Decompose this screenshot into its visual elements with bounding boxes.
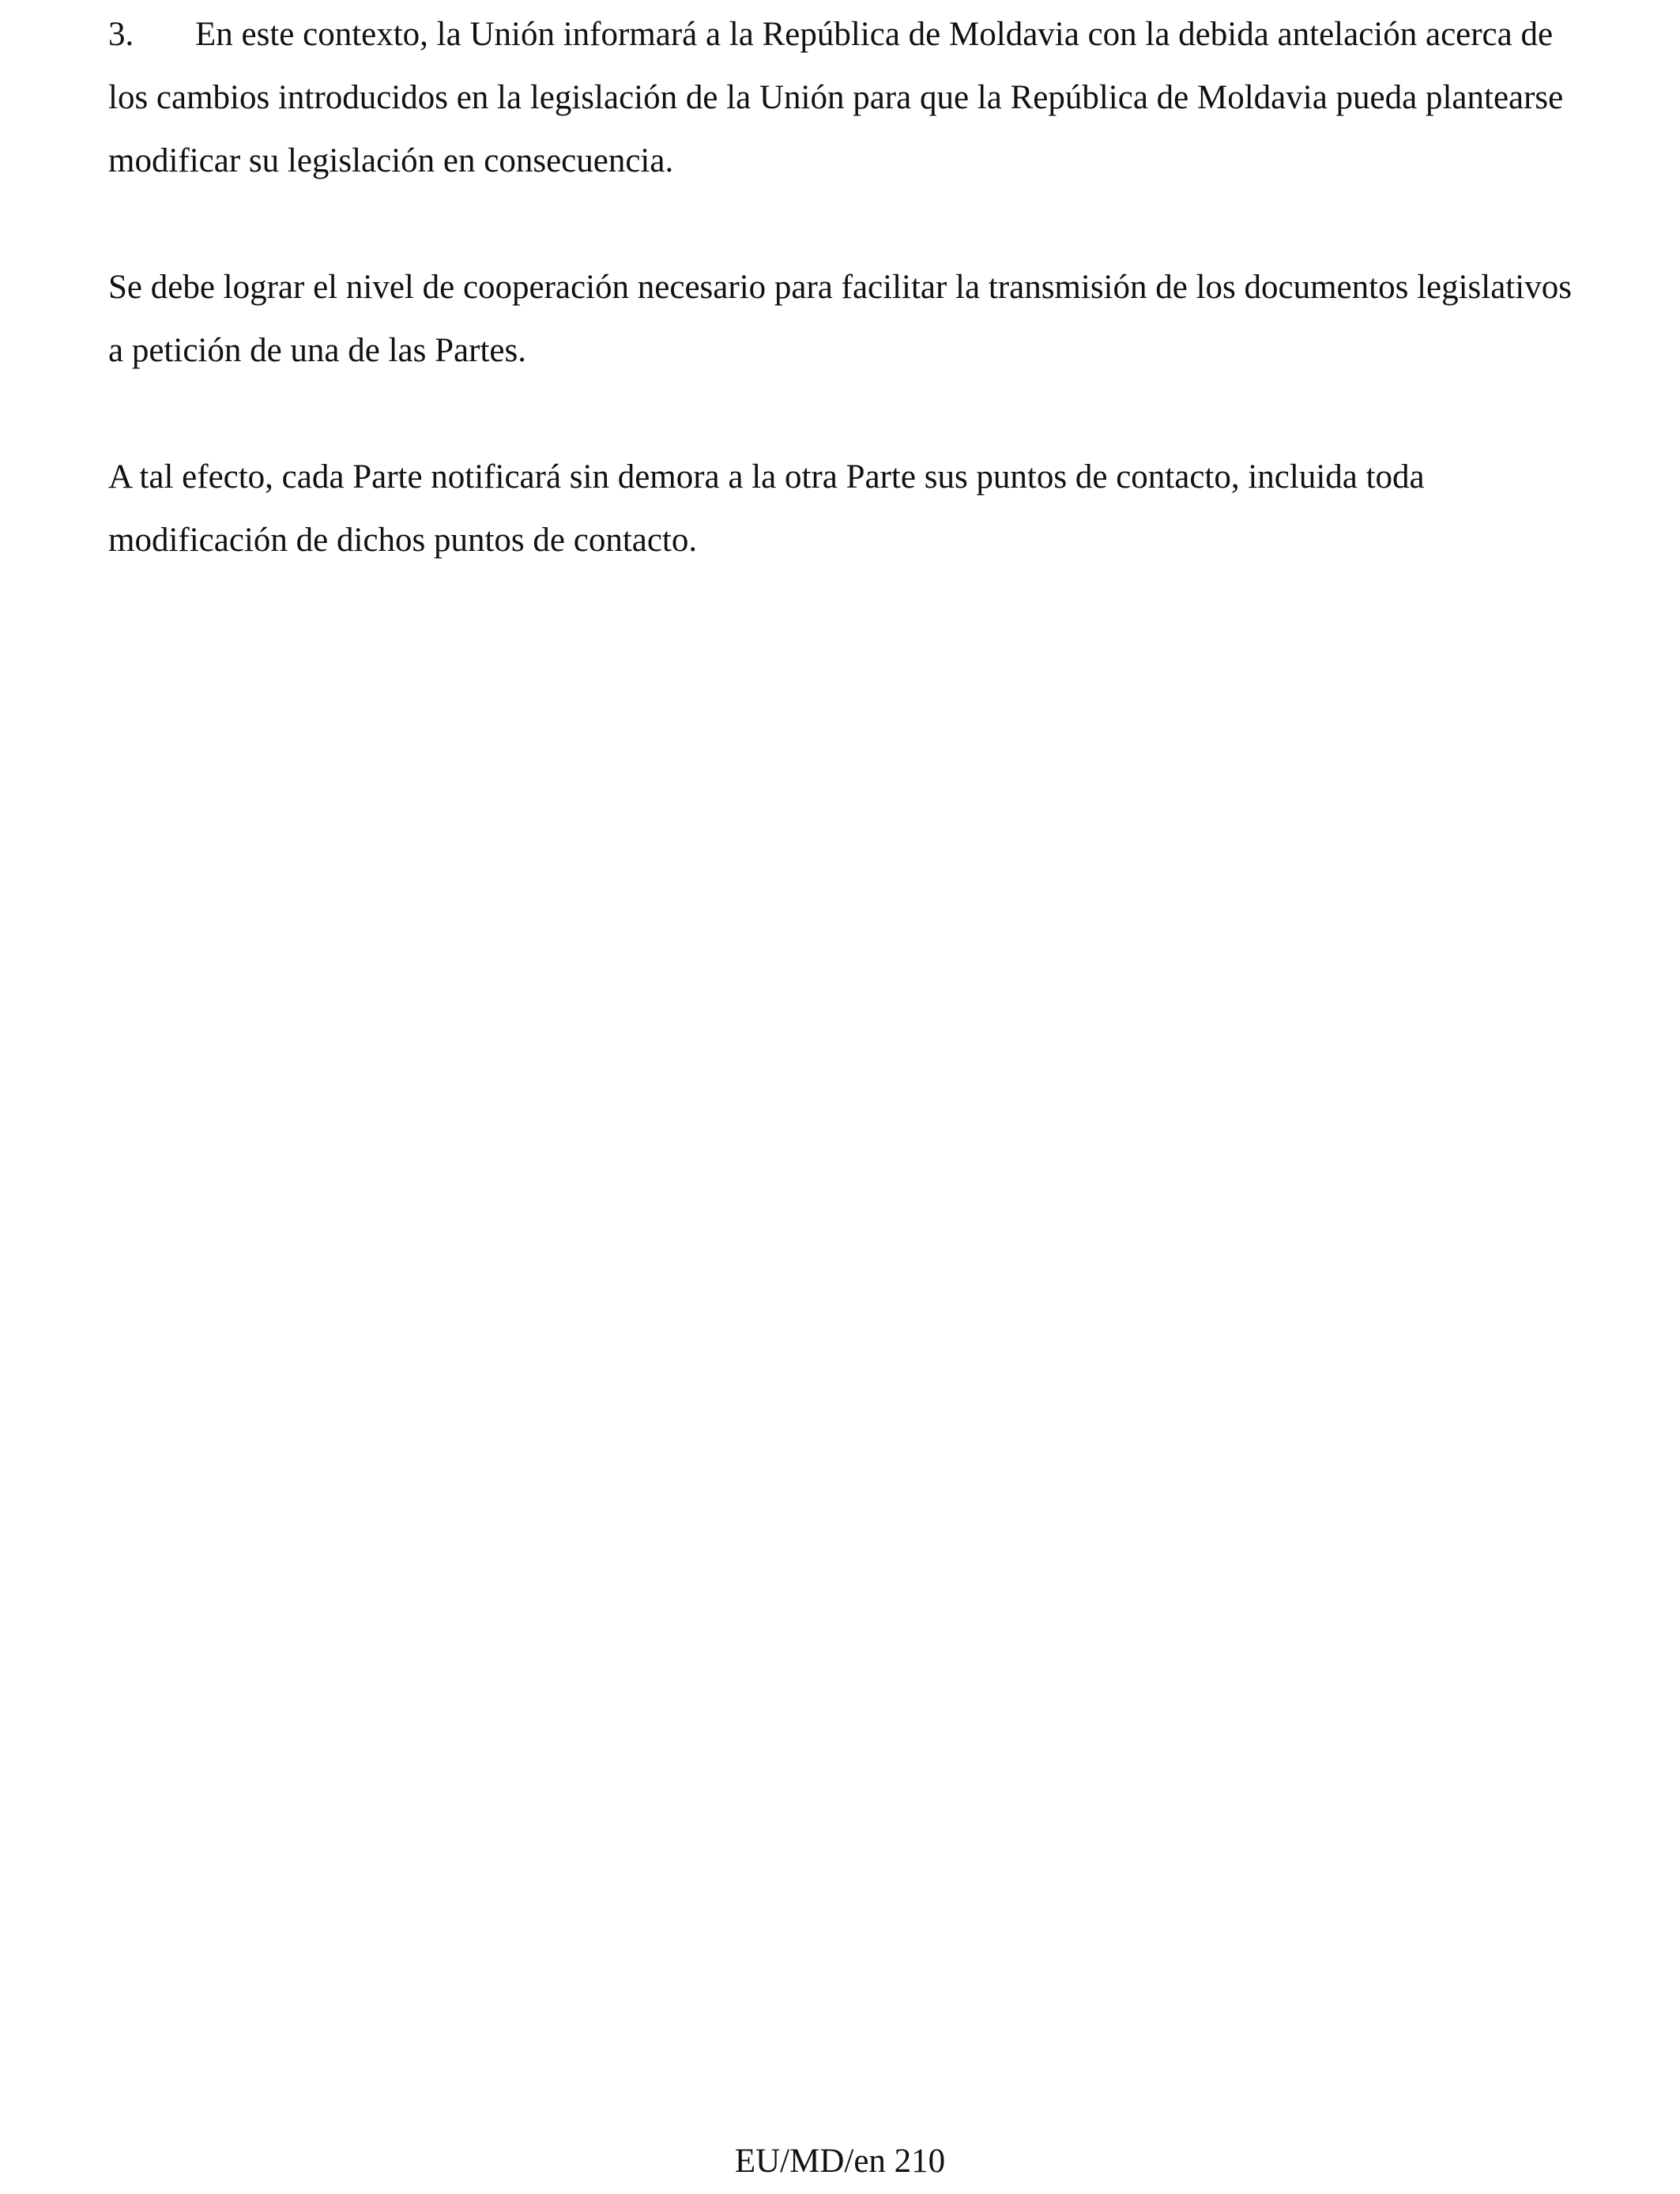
page-footer: EU/MD/en 210	[734, 2143, 946, 2180]
paragraph-contact-points	[108, 446, 1580, 572]
paragraph-3	[108, 3, 1580, 193]
paragraph-text: En este contexto, la Unión informará a la República de Moldavia con la debida antelación acerca de los cambios introducidos en la legislación de la Unión para que la República de Moldavia pueda plantearse modificar su legislación en consecuencia.	[108, 16, 1564, 179]
paragraph-text: Se debe lograr el nivel de cooperación necesario para facilitar la transmisión de los documentos legislativos a petición de una de las Partes.	[108, 269, 1572, 369]
document-body	[108, 3, 1580, 635]
paragraph-cooperation	[108, 256, 1580, 383]
paragraph-number: 3.	[108, 16, 134, 53]
paragraph-text: A tal efecto, cada Parte notificará sin demora a la otra Parte sus puntos de contacto, incluida toda modificación de dichos puntos de contacto.	[108, 458, 1425, 559]
